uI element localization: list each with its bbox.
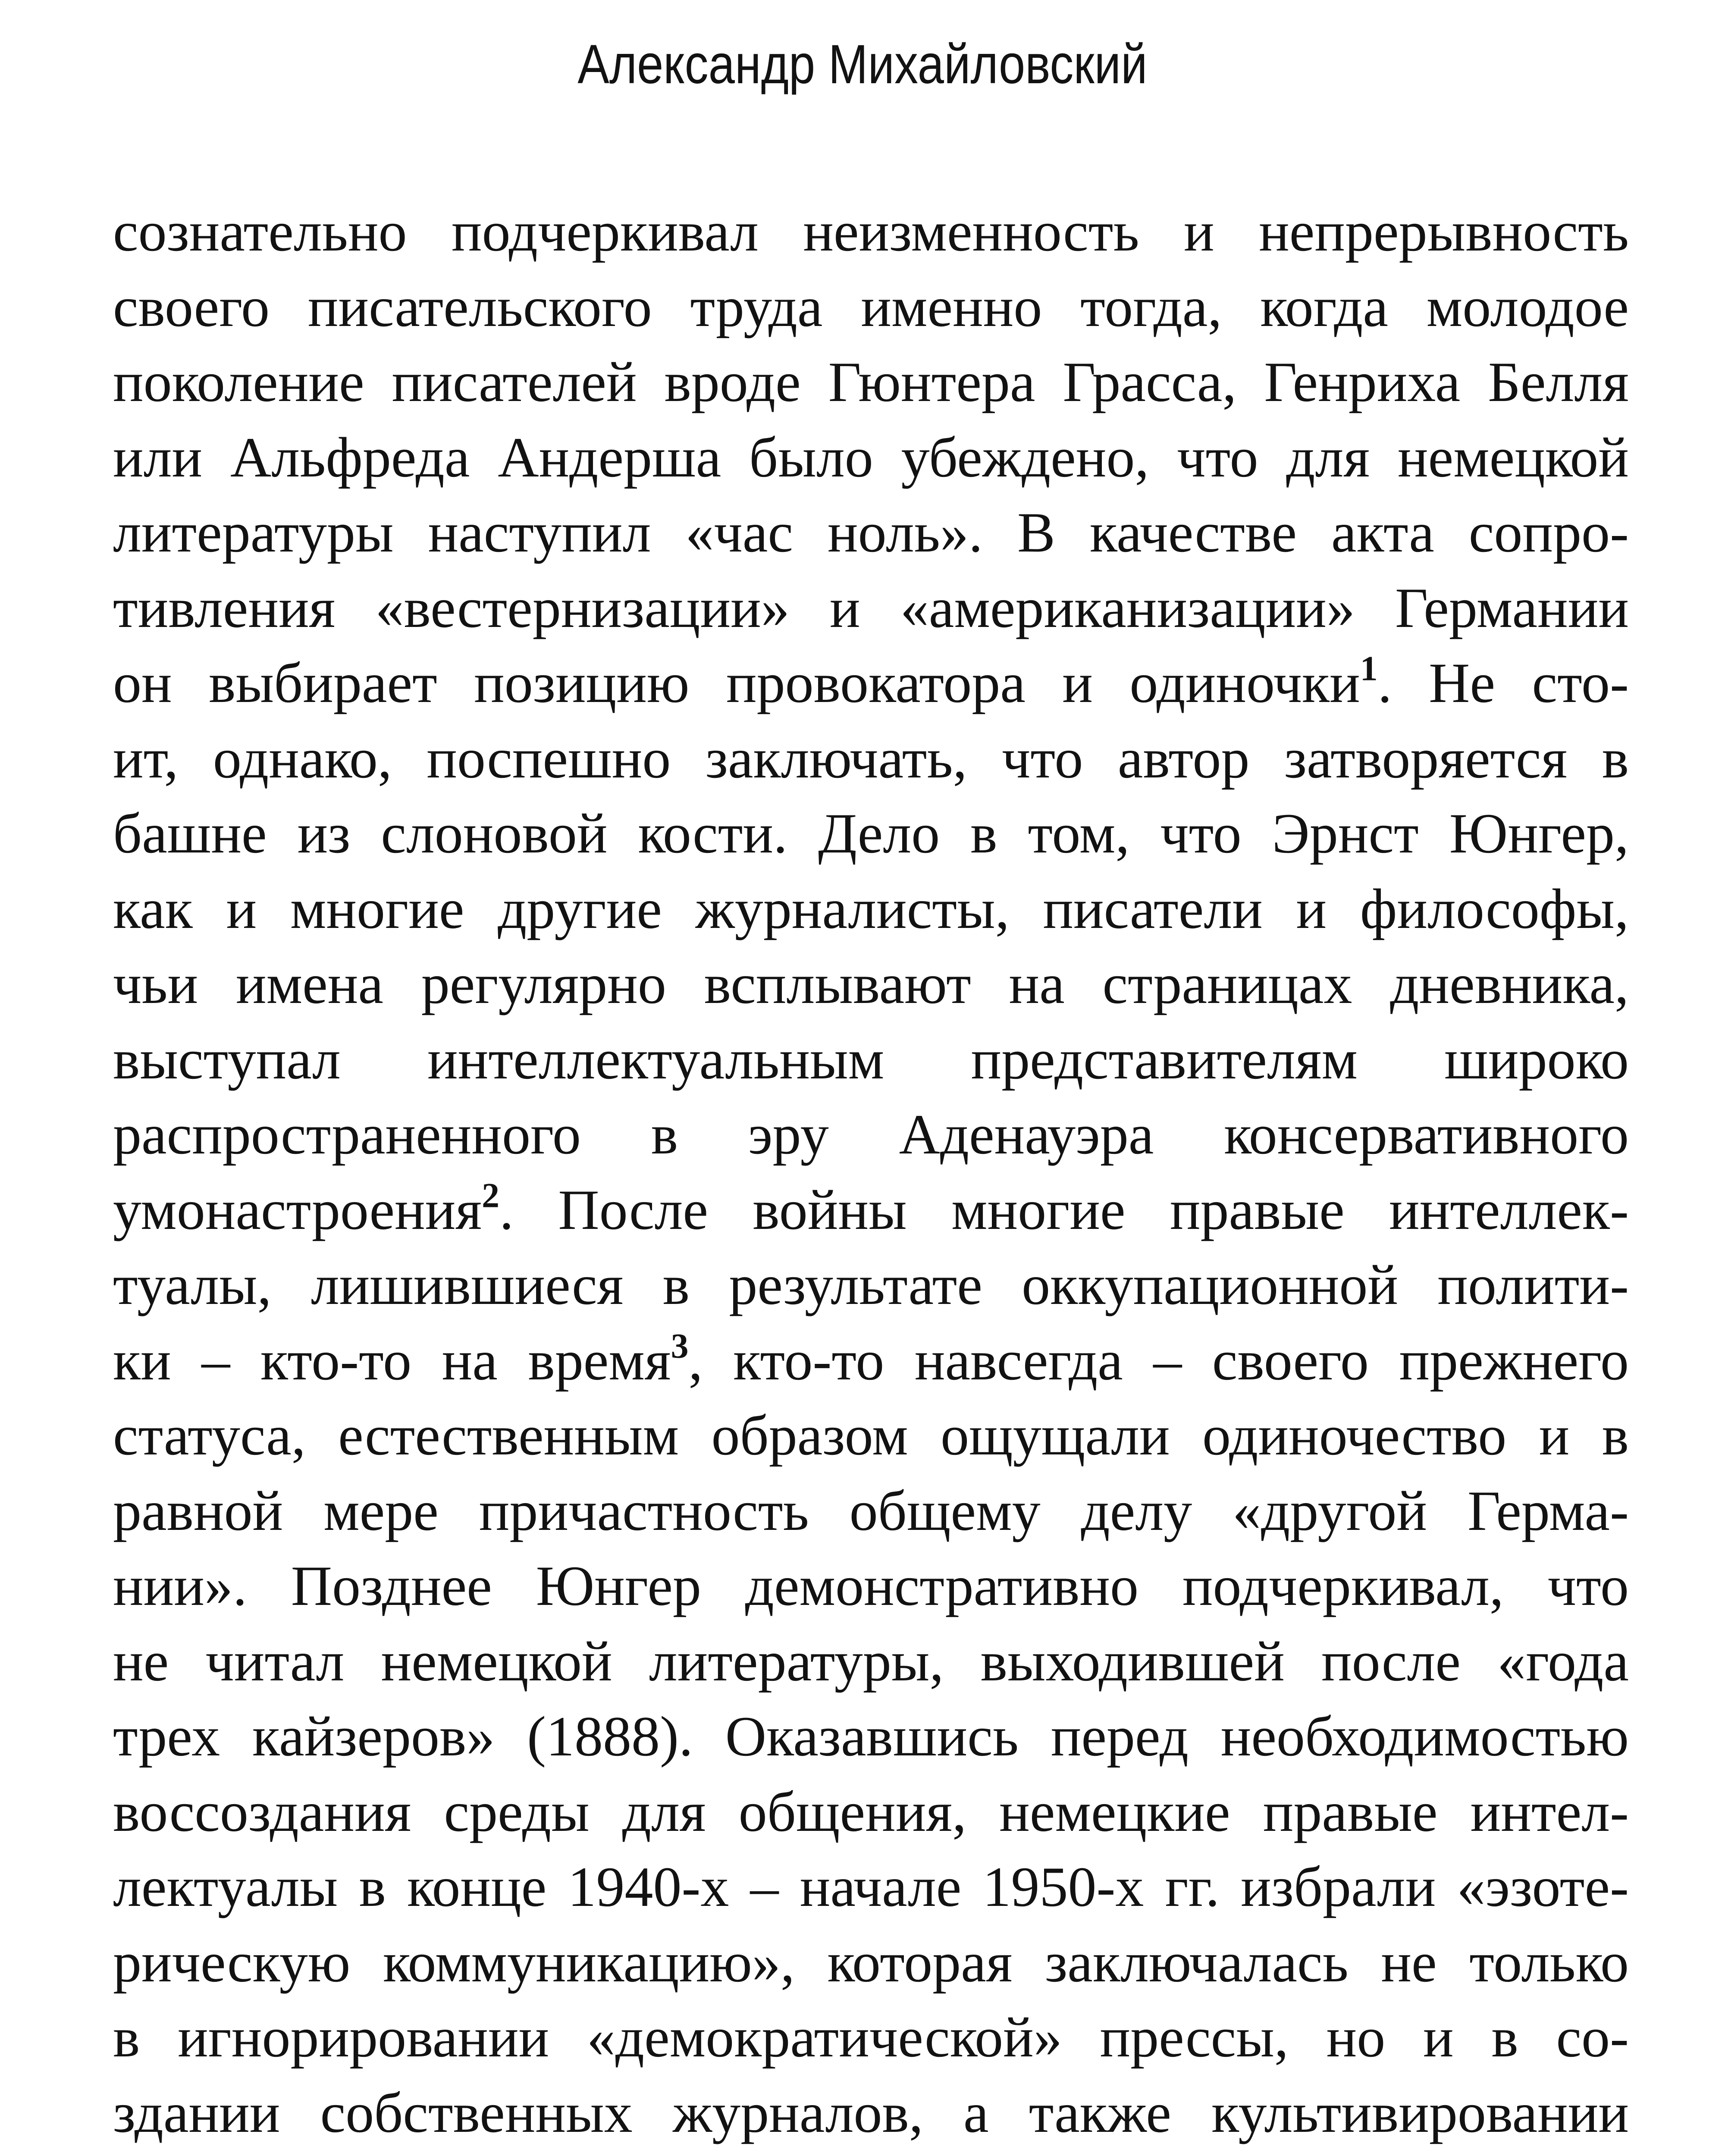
text-line xyxy=(113,646,1629,721)
text-line-content: умонастроения xyxy=(113,1178,482,1241)
text-line xyxy=(113,1925,1629,2000)
text-line-content: нии». Позднее Юнгер демонстративно подчеркивал, что xyxy=(113,1554,1629,1617)
text-line xyxy=(113,495,1629,570)
text-line-content: лектуалы в конце 1940-х – начале 1950-х гг. избрали «эзоте- xyxy=(113,1855,1629,1918)
text-line xyxy=(113,1323,1629,1398)
text-line xyxy=(113,1172,1629,1248)
text-line-content: чьи имена регулярно всплывают на страницах дневника, xyxy=(113,952,1629,1015)
text-line xyxy=(113,1849,1629,1925)
text-line-continuation: . После войны многие правые интеллек- xyxy=(499,1178,1629,1241)
text-line xyxy=(113,570,1629,646)
text-line-content: статуса, естественным образом ощущали одиночество и в xyxy=(113,1404,1629,1467)
text-line xyxy=(113,871,1629,947)
text-line-content: трех кайзеров» (1888). Оказавшись перед необходимостью xyxy=(113,1705,1629,1768)
text-line xyxy=(113,194,1629,270)
text-line-content: равной мере причастность общему делу «другой Герма- xyxy=(113,1479,1629,1542)
text-line xyxy=(113,2075,1629,2151)
text-line xyxy=(113,946,1629,1022)
text-line xyxy=(113,1398,1629,1473)
text-line xyxy=(113,1774,1629,1850)
text-line xyxy=(113,345,1629,420)
running-head-author: Александр Михайловский xyxy=(577,34,1148,95)
text-line-content: поколение писателей вроде Гюнтера Грасса, Генриха Белля xyxy=(113,350,1629,414)
text-line xyxy=(113,1247,1629,1323)
text-line-content: как и многие другие журналисты, писатели и философы, xyxy=(113,877,1629,940)
text-line-content: ки – кто-то на время xyxy=(113,1328,671,1392)
text-line-content: тивления «вестернизации» и «американизации» Германии xyxy=(113,576,1629,639)
text-line-content: здании собственных журналов, а также культивировании xyxy=(113,2081,1629,2144)
text-line-content: или Альфреда Андерша было убеждено, что для немецкой xyxy=(113,425,1629,489)
main-text xyxy=(113,194,1629,2156)
text-line-content: литературы наступил «час ноль». В качестве акта сопро- xyxy=(113,501,1629,564)
text-line xyxy=(113,796,1629,871)
text-line-content: распространенного в эру Аденауэра консервативного xyxy=(113,1103,1629,1166)
footnote-reference[interactable]: 3 xyxy=(671,1326,689,1365)
text-line xyxy=(113,2000,1629,2075)
text-line-content: своего писательского труда именно тогда, когда молодое xyxy=(113,275,1629,338)
text-line-content: выступал интеллектуальным представителям широко xyxy=(113,1027,1629,1091)
text-line xyxy=(113,1624,1629,1699)
text-line xyxy=(113,1473,1629,1549)
text-line xyxy=(113,1097,1629,1172)
footnote-reference[interactable]: 1 xyxy=(1360,649,1378,688)
text-line xyxy=(113,270,1629,345)
text-line-content: не читал немецкой литературы, выходившей после «года xyxy=(113,1629,1629,1693)
text-line xyxy=(113,1022,1629,1097)
text-line-content: воссоздания среды для общения, немецкие правые интел- xyxy=(113,1780,1629,1843)
text-line xyxy=(113,2150,1629,2156)
text-line-content: ит, однако, поспешно заключать, что автор затворяется в xyxy=(113,726,1629,790)
text-line xyxy=(113,420,1629,495)
text-line-content: рическую коммуникацию», которая заключалась не только xyxy=(113,1930,1629,1994)
text-line-continuation: . Не сто- xyxy=(1377,651,1629,714)
text-line-content: в игнорировании «демократической» прессы, но и в со- xyxy=(113,2006,1629,2069)
text-line xyxy=(113,1548,1629,1624)
text-line-continuation: , кто-то навсегда – своего прежнего xyxy=(688,1328,1629,1392)
text-line-content: туалы, лишившиеся в результате оккупационной полити- xyxy=(113,1253,1629,1316)
text-line xyxy=(113,1699,1629,1774)
text-line-content: башне из слоновой кости. Дело в том, что Эрнст Юнгер, xyxy=(113,802,1629,865)
text-line xyxy=(113,721,1629,796)
text-line-content: сознательно подчеркивал неизменность и непрерывность xyxy=(113,200,1629,263)
footnote-reference[interactable]: 2 xyxy=(482,1175,500,1215)
text-line-content: он выбирает позицию провокатора и одиночки xyxy=(113,651,1360,714)
